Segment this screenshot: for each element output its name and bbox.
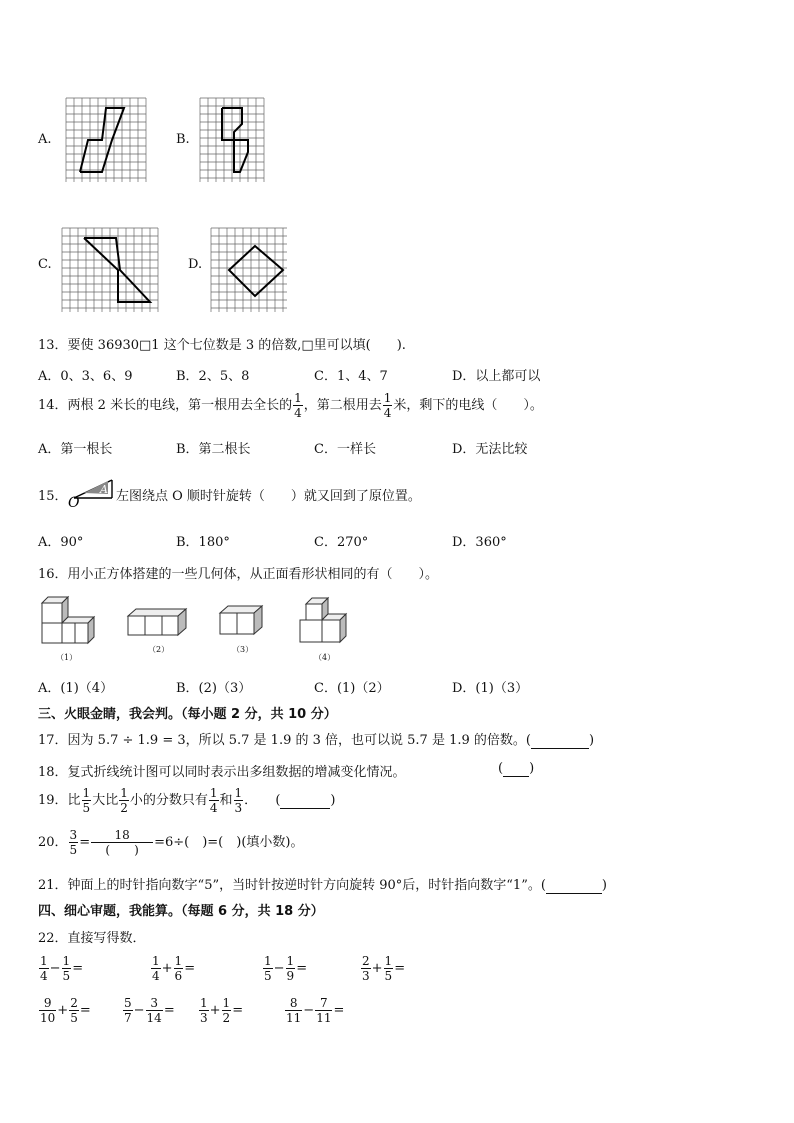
q19-fraction-3: $\frac{1}{4}$	[209, 786, 218, 815]
q14-mid: ，第二根用去	[303, 398, 382, 413]
q17-text: 17．因为 5.7 ÷ 1.9 = 3，所以 5.7 是 1.9 的 3 倍，也可以说 5.7 是 1.9 的倍数。(	[38, 733, 531, 748]
cube-caption-4: （4）	[314, 653, 336, 662]
q18-answer-blank[interactable]	[503, 761, 529, 777]
q14-option-b[interactable]: B．第二根长	[176, 442, 251, 457]
question-13: 13．要使 36930□1 这个七位数是 3 的倍数,□里可以填( ).	[38, 338, 406, 353]
section-4-heading: 四、细心审题，我能算。（每题 6 分，共 18 分）	[38, 904, 324, 919]
q14-suffix: 米，剩下的电线（ ）。	[393, 398, 543, 413]
question-15: 左图绕点 O 顺时针旋转（ ）就又回到了原位置。	[116, 489, 421, 504]
question-16: 16．用小正方体搭建的一些几何体，从正面看形状相同的有（ ）。	[38, 567, 439, 582]
q14-option-d[interactable]: D．无法比较	[452, 442, 528, 457]
grid-figure-c	[62, 228, 160, 314]
q13-option-d[interactable]: D．以上都可以	[452, 369, 541, 384]
q19-fraction-4: $\frac{1}{3}$	[234, 786, 243, 815]
rotation-figure	[68, 476, 116, 511]
q19-answer-blank[interactable]	[280, 793, 330, 809]
q15-option-a[interactable]: A．90°	[38, 535, 84, 550]
option-c-label: C.	[38, 257, 52, 272]
calc-item: $\frac{2}{3}$ + $\frac{1}{5}$ =	[362, 954, 406, 983]
q16-option-c[interactable]: C．(1)（2）	[314, 681, 390, 696]
question-22-title: 22．直接写得数．	[38, 931, 146, 946]
question-14	[38, 392, 543, 419]
q14-prefix: 14．两根 2 米长的电线，第一根用去全长的	[38, 398, 293, 413]
q18-answer: ( )	[498, 761, 535, 776]
q21-answer-blank[interactable]	[546, 878, 602, 894]
shape-outline-a	[80, 108, 124, 172]
q21-text: 21．钟面上的时针指向数字“5”，当时针按逆时针方向旋转 90°后，时针指向数字“1”。(	[38, 878, 546, 893]
q14-fraction-1: $\frac{1}{4}$	[294, 391, 302, 420]
grid-figure-a	[66, 98, 148, 184]
q15-option-c[interactable]: C．270°	[314, 535, 369, 550]
q13-option-a[interactable]: A．0、3、6、9	[38, 369, 133, 384]
cube-caption-1: （1）	[56, 653, 78, 662]
q20-fraction-1: $\frac{3}{5}$	[69, 828, 78, 857]
cube-figure-4	[298, 596, 350, 646]
cube-figure-3	[218, 603, 266, 639]
calc-item: $\frac{8}{11}$ − $\frac{7}{11}$ =	[286, 996, 345, 1025]
q15-option-d[interactable]: D．360°	[452, 535, 507, 550]
q14-option-c[interactable]: C．一样长	[314, 442, 376, 457]
shape-outline-b	[222, 108, 248, 172]
cube-caption-2: （2）	[148, 645, 170, 654]
calc-item: $\frac{5}{7}$ − $\frac{3}{14}$ =	[124, 996, 175, 1025]
question-18: 18．复式折线统计图可以同时表示出多组数据的增减变化情况。	[38, 765, 406, 780]
q16-option-b[interactable]: B．(2)（3）	[176, 681, 252, 696]
q16-option-d[interactable]: D．(1)（3）	[452, 681, 529, 696]
cube-figure-1	[38, 593, 100, 645]
q15-option-b[interactable]: B．180°	[176, 535, 230, 550]
q17-answer-blank[interactable]	[531, 733, 589, 749]
cube-figure-2	[126, 606, 190, 638]
calc-item: $\frac{1}{3}$ + $\frac{1}{2}$ =	[200, 996, 244, 1025]
q20-fraction-2[interactable]: $\frac{18}{( )}$	[91, 829, 153, 856]
q14-option-a[interactable]: A．第一根长	[38, 442, 113, 457]
q14-fraction-2: $\frac{1}{4}$	[383, 391, 392, 420]
calc-item: $\frac{1}{4}$ − $\frac{1}{5}$ =	[40, 954, 84, 983]
q13-option-c[interactable]: C．1、4、7	[314, 369, 388, 384]
option-a-label: A.	[38, 132, 52, 147]
q15-number: 15．	[38, 489, 68, 504]
question-17: 17．因为 5.7 ÷ 1.9 = 3，所以 5.7 是 1.9 的 3 倍，也可以说 5.7 是 1.9 的倍数。( )	[38, 733, 595, 748]
point-o-label: O	[68, 495, 80, 511]
option-d-label: D.	[188, 257, 203, 272]
calc-item: $\frac{1}{4}$ + $\frac{1}{6}$ =	[152, 954, 196, 983]
question-19: 19．比 $\frac{1}{5}$ 大比 $\frac{1}{2}$ 小的分数只有 $\frac{1}{4}$ 和 $\frac{1}{3}$ ． ( )	[38, 786, 336, 815]
point-a-label: A	[100, 483, 108, 496]
question-20: 20． $\frac{3}{5}$ = $\frac{18}{( )}$ =6÷( )=( )(填小数)。	[38, 828, 304, 857]
section-3-heading: 三、火眼金睛，我会判。（每小题 2 分，共 10 分）	[38, 707, 337, 722]
grid-figure-b	[200, 98, 268, 184]
calc-item: $\frac{9}{10}$ + $\frac{2}{5}$ =	[40, 996, 91, 1025]
option-b-label: B.	[176, 132, 190, 147]
grid-figure-d	[211, 228, 289, 314]
q19-fraction-2: $\frac{1}{2}$	[120, 786, 128, 815]
cube-caption-3: （3）	[232, 645, 254, 654]
q19-fraction-1: $\frac{1}{5}$	[82, 786, 91, 815]
question-21: 21．钟面上的时针指向数字“5”，当时针按逆时针方向旋转 90°后，时针指向数字“1”。( )	[38, 878, 607, 893]
q13-option-b[interactable]: B．2、5、8	[176, 369, 250, 384]
q16-option-a[interactable]: A．(1)（4）	[38, 681, 114, 696]
q20-rest: =6÷( )=( )(填小数)。	[154, 835, 304, 850]
calc-item: $\frac{1}{5}$ − $\frac{1}{9}$ =	[264, 954, 308, 983]
